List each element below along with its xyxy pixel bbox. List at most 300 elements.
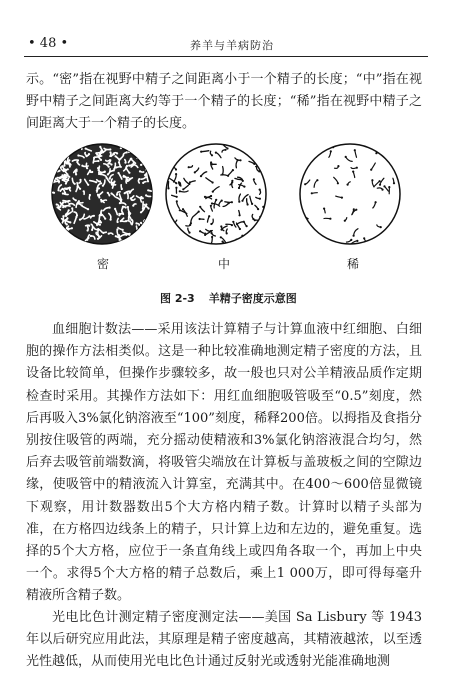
sperm-head bbox=[379, 180, 381, 182]
sperm-head bbox=[71, 227, 73, 229]
sperm-head bbox=[392, 228, 394, 230]
sperm-stroke bbox=[61, 157, 63, 160]
sperm-head bbox=[57, 148, 59, 150]
sperm-head bbox=[54, 218, 56, 220]
sperm-head bbox=[115, 155, 117, 157]
sperm-head bbox=[86, 167, 88, 169]
sperm-head bbox=[140, 211, 142, 213]
sperm-head bbox=[56, 203, 58, 205]
sperm-stroke bbox=[144, 159, 147, 161]
sperm-head bbox=[93, 157, 95, 159]
sperm-head bbox=[379, 184, 381, 186]
sperm-head bbox=[60, 155, 62, 157]
sperm-stroke bbox=[54, 164, 56, 171]
sperm-head bbox=[63, 165, 65, 167]
sperm-head bbox=[262, 206, 264, 208]
sperm-head bbox=[83, 190, 85, 192]
sperm-head bbox=[177, 238, 179, 240]
sperm-head bbox=[238, 201, 240, 203]
sperm-head bbox=[258, 161, 260, 163]
sperm-head bbox=[259, 198, 261, 200]
sperm-head bbox=[393, 182, 395, 184]
sperm-head bbox=[64, 192, 66, 194]
sperm-head bbox=[95, 181, 97, 183]
sperm-stroke bbox=[147, 221, 151, 223]
sperm-head bbox=[147, 180, 149, 182]
sperm-head bbox=[204, 234, 206, 236]
sperm-head bbox=[175, 173, 177, 175]
sperm-stroke bbox=[70, 142, 74, 146]
sperm-head bbox=[204, 196, 206, 198]
sperm-head bbox=[121, 188, 123, 190]
sperm-head bbox=[97, 234, 99, 236]
sperm-head bbox=[89, 170, 91, 172]
sperm-head bbox=[175, 168, 177, 170]
sperm-head bbox=[75, 199, 77, 201]
sperm-stroke bbox=[142, 238, 147, 241]
sperm-head bbox=[113, 181, 115, 183]
sperm-head bbox=[130, 158, 132, 160]
sperm-head bbox=[118, 161, 120, 163]
sperm-head bbox=[220, 225, 222, 227]
sperm-head bbox=[344, 220, 346, 222]
sperm-head bbox=[143, 238, 145, 240]
sperm-head bbox=[375, 201, 377, 203]
sperm-head bbox=[251, 203, 253, 205]
figure-caption bbox=[160, 290, 311, 306]
sperm-head bbox=[87, 208, 89, 210]
sperm-head bbox=[125, 220, 127, 222]
sperm-head bbox=[147, 162, 149, 164]
sperm-stroke bbox=[52, 237, 55, 240]
sperm-head bbox=[304, 183, 306, 185]
sperm-head bbox=[107, 173, 109, 175]
sperm-head bbox=[210, 205, 212, 207]
sperm-head bbox=[108, 233, 110, 235]
sperm-head bbox=[192, 146, 194, 148]
sperm-head bbox=[53, 239, 55, 241]
sperm-head bbox=[67, 168, 69, 170]
sperm-head bbox=[323, 208, 325, 210]
sperm-stroke bbox=[393, 224, 397, 229]
sperm-stroke bbox=[133, 237, 135, 241]
sperm-head bbox=[175, 187, 177, 189]
sperm-head bbox=[63, 233, 65, 235]
sperm-head bbox=[64, 206, 66, 208]
sperm-stroke bbox=[56, 146, 62, 148]
sperm-head bbox=[88, 153, 90, 155]
sperm-head bbox=[68, 203, 70, 205]
sperm-head bbox=[242, 241, 244, 243]
sperm-stroke bbox=[248, 144, 252, 146]
sperm-head bbox=[210, 230, 212, 232]
sperm-head bbox=[97, 160, 99, 162]
sperm-stroke bbox=[257, 226, 260, 227]
sperm-head bbox=[119, 202, 121, 204]
sperm-head bbox=[125, 206, 127, 208]
sperm-head bbox=[69, 221, 71, 223]
sperm-head bbox=[127, 220, 129, 222]
sperm-head bbox=[221, 173, 223, 175]
sperm-head bbox=[394, 163, 396, 165]
sperm-head bbox=[221, 200, 223, 202]
sperm-head bbox=[182, 188, 184, 190]
sperm-head bbox=[120, 220, 122, 222]
sperm-head bbox=[81, 165, 83, 167]
sperm-head bbox=[126, 178, 128, 180]
sperm-head bbox=[175, 159, 177, 161]
sperm-head bbox=[109, 159, 111, 161]
sperm-head bbox=[128, 178, 130, 180]
sperm-head bbox=[388, 186, 390, 188]
paragraph-photometer: 光电比色计测定精子密度测定法——美国 Sa Lisbury 等 1943 年以后研究应用此法，其原理是精子密度越高，其精液越浓，以至透光性越低，从而使用光电比色计通过反射光或透射光能准确地测 bbox=[26, 610, 422, 670]
sperm-head bbox=[178, 149, 180, 151]
sperm-head bbox=[353, 235, 355, 237]
sperm-head bbox=[64, 178, 66, 180]
sperm-head bbox=[102, 185, 104, 187]
sperm-head bbox=[99, 224, 101, 226]
sperm-head bbox=[71, 207, 73, 209]
sperm-stroke bbox=[172, 228, 175, 234]
sperm-head bbox=[210, 223, 212, 225]
sperm-head bbox=[330, 150, 332, 152]
sperm-head bbox=[227, 175, 229, 177]
sperm-head bbox=[188, 232, 190, 234]
sperm-head bbox=[168, 225, 170, 227]
sperm-stroke bbox=[146, 167, 150, 170]
paragraph-hemocytometer: 血细胞计数法——采用该法计算精子与计算血液中红细胞、白细胞的操作方法相类似。这是一种比较准确地测定精子密度的方法，且设备比较简单，但操作步骤较多，故一般也只对公羊精液品质作定期检查时采用。其操作方法如下：用红血细胞吸管吸至“0.5”刻度，然后再吸入3%氯化钠溶液至“100”刻度，稀释200倍。以拇指及食指分别按住吸管的两端，充分摇动使精液和3%氯化钠溶液混合均匀，然后弃去吸管前端数滴，将吸管尖端放在计算板与盖玻板之间的空隙边缘，使吸管中的精液流入计算室，充满其中。在400～600倍显微镜下观察，用计数器数出5个大方格内精子数。计算时以精子头部为准，在方格四边线条上的精子，只计算上边和左边的，避免重复。选择的5个大方格，应位于一条直角线上或四角各取一个，再加上中央一个。求得5个大方格的精子总数后，乘上1 000万，即可得每毫升精液所含精子数。 bbox=[26, 322, 422, 604]
sperm-head bbox=[77, 154, 79, 156]
sperm-head bbox=[62, 202, 64, 204]
sperm-head bbox=[87, 229, 89, 231]
sperm-head bbox=[211, 154, 213, 156]
sperm-head bbox=[60, 229, 62, 231]
sperm-head bbox=[215, 152, 217, 154]
sperm-head bbox=[109, 148, 111, 150]
sperm-head bbox=[179, 184, 181, 186]
sperm-head bbox=[69, 145, 71, 147]
sperm-head bbox=[232, 221, 234, 223]
sperm-head bbox=[128, 165, 130, 167]
sperm-head bbox=[381, 189, 383, 191]
sperm-stroke bbox=[58, 148, 63, 149]
sperm-head bbox=[79, 179, 81, 181]
sperm-head bbox=[355, 209, 357, 211]
sparse-sample-circle bbox=[298, 142, 402, 246]
sperm-head bbox=[68, 159, 70, 161]
sperm-head bbox=[128, 172, 130, 174]
sperm-head bbox=[62, 152, 64, 154]
sperm-head bbox=[144, 174, 146, 176]
sperm-head bbox=[138, 236, 140, 238]
sperm-head bbox=[55, 162, 57, 164]
sperm-head bbox=[145, 194, 147, 196]
sperm-head bbox=[345, 156, 347, 158]
sperm-head bbox=[63, 229, 65, 231]
label-dense: 密 bbox=[96, 257, 109, 271]
sperm-stroke bbox=[179, 150, 183, 156]
sperm-head bbox=[110, 163, 112, 165]
sperm-head bbox=[178, 239, 180, 241]
sperm-head bbox=[58, 170, 60, 172]
sperm-head bbox=[232, 169, 234, 171]
sperm-head bbox=[210, 195, 212, 197]
sperm-stroke bbox=[165, 171, 170, 172]
sperm-head bbox=[146, 227, 148, 229]
sperm-head bbox=[253, 163, 255, 165]
sperm-head bbox=[254, 219, 256, 221]
sperm-head bbox=[62, 192, 64, 194]
sperm-head bbox=[122, 229, 124, 231]
sperm-stroke bbox=[54, 226, 56, 232]
sperm-head bbox=[142, 197, 144, 199]
sperm-head bbox=[262, 159, 264, 161]
sperm-head bbox=[146, 153, 148, 155]
sperm-stroke bbox=[172, 142, 174, 148]
sperm-head bbox=[100, 182, 102, 184]
sperm-head bbox=[167, 187, 169, 189]
sperm-head bbox=[222, 241, 224, 243]
sperm-head bbox=[63, 151, 65, 153]
sperm-head bbox=[99, 220, 101, 222]
sperm-head bbox=[341, 197, 343, 199]
sperm-head bbox=[224, 149, 226, 151]
sperm-head bbox=[182, 208, 184, 210]
sperm-head bbox=[118, 234, 120, 236]
sperm-head bbox=[55, 225, 57, 227]
sperm-stroke bbox=[168, 229, 175, 231]
sperm-head bbox=[56, 206, 58, 208]
sperm-head bbox=[77, 159, 79, 161]
sperm-head bbox=[79, 219, 81, 221]
sperm-head bbox=[132, 240, 134, 242]
sperm-stroke bbox=[50, 219, 55, 221]
sperm-head bbox=[120, 200, 122, 202]
sperm-head bbox=[78, 200, 80, 202]
sperm-head bbox=[212, 181, 214, 183]
figure-number: 图 2-3 bbox=[160, 292, 195, 305]
sperm-head bbox=[110, 192, 112, 194]
label-medium: 中 bbox=[217, 257, 230, 271]
sperm-head bbox=[98, 196, 100, 198]
sperm-head bbox=[129, 192, 131, 194]
sperm-head bbox=[61, 152, 63, 154]
sperm-head bbox=[239, 146, 241, 148]
sperm-stroke bbox=[147, 151, 149, 154]
sperm-head bbox=[208, 215, 210, 217]
sperm-head bbox=[87, 237, 89, 239]
sperm-head bbox=[199, 206, 201, 208]
sperm-head bbox=[101, 210, 103, 212]
sperm-stroke bbox=[147, 227, 153, 228]
sperm-head bbox=[108, 166, 110, 168]
sperm-head bbox=[132, 205, 134, 207]
sperm-head bbox=[241, 178, 243, 180]
medium-sample-circle bbox=[164, 142, 268, 246]
sperm-head bbox=[64, 201, 66, 203]
sperm-head bbox=[174, 228, 176, 230]
sperm-head bbox=[61, 234, 63, 236]
sperm-head bbox=[212, 191, 214, 193]
sperm-head bbox=[144, 145, 146, 147]
sperm-head bbox=[125, 234, 127, 236]
sperm-head bbox=[65, 215, 67, 217]
sperm-head bbox=[68, 209, 70, 211]
sperm-head bbox=[238, 187, 240, 189]
sperm-head bbox=[243, 186, 245, 188]
sperm-head bbox=[215, 199, 217, 201]
sperm-head bbox=[126, 151, 128, 153]
sperm-head bbox=[130, 219, 132, 221]
sperm-head bbox=[189, 181, 191, 183]
sperm-head bbox=[179, 190, 181, 192]
sperm-head bbox=[135, 222, 137, 224]
sperm-stroke bbox=[64, 148, 67, 153]
sperm-stroke bbox=[149, 144, 151, 149]
sperm-head bbox=[79, 188, 81, 190]
sperm-head bbox=[316, 179, 318, 181]
sperm-head bbox=[122, 206, 124, 208]
sperm-head bbox=[200, 151, 202, 153]
sperm-head bbox=[115, 166, 117, 168]
sperm-head bbox=[97, 167, 99, 169]
sperm-head bbox=[79, 145, 81, 147]
sperm-head bbox=[66, 217, 68, 219]
sperm-head bbox=[127, 233, 129, 235]
sperm-head bbox=[146, 222, 148, 224]
sperm-head bbox=[231, 201, 233, 203]
sperm-stroke bbox=[79, 143, 82, 148]
sperm-head bbox=[115, 235, 117, 237]
sperm-head bbox=[55, 220, 57, 222]
sperm-head bbox=[347, 184, 349, 186]
sperm-head bbox=[139, 170, 141, 172]
sperm-head bbox=[257, 208, 259, 210]
sperm-head bbox=[91, 229, 93, 231]
sperm-head bbox=[171, 147, 173, 149]
sperm-head bbox=[65, 233, 67, 235]
figure-title: 羊精子密度示意图 bbox=[208, 292, 297, 305]
sperm-head bbox=[171, 233, 173, 235]
label-sparse: 稀 bbox=[346, 257, 359, 271]
sperm-stroke bbox=[144, 235, 149, 236]
sperm-head bbox=[311, 192, 313, 194]
sperm-head bbox=[142, 208, 144, 210]
sperm-head bbox=[337, 165, 339, 167]
sperm-head bbox=[177, 239, 179, 241]
sperm-stroke bbox=[263, 152, 265, 160]
sperm-head bbox=[68, 228, 70, 230]
sperm-head bbox=[179, 236, 181, 238]
sperm-head bbox=[380, 226, 382, 228]
sperm-stroke bbox=[258, 238, 260, 245]
page-header bbox=[24, 36, 428, 57]
sperm-stroke bbox=[147, 232, 148, 236]
sperm-head bbox=[200, 175, 202, 177]
sperm-head bbox=[55, 165, 57, 167]
sperm-stroke bbox=[298, 173, 303, 174]
sperm-head bbox=[226, 147, 228, 149]
sperm-head bbox=[306, 161, 308, 163]
sperm-head bbox=[81, 204, 83, 206]
sperm-head bbox=[174, 146, 176, 148]
sperm-head bbox=[109, 178, 111, 180]
sperm-head bbox=[114, 208, 116, 210]
sperm-head bbox=[337, 182, 339, 184]
sperm-head bbox=[140, 164, 142, 166]
sperm-head bbox=[99, 153, 101, 155]
intro-paragraph: 示。“密”指在视野中精子之间距离小于一个精子的长度；“中”指在视野中精子之间距离大约等于一个精子的长度；“稀”指在视野中精子之间距离大于一个精子的长度。 bbox=[26, 72, 422, 132]
sperm-head bbox=[102, 232, 104, 234]
sperm-head bbox=[259, 225, 261, 227]
sperm-head bbox=[100, 200, 102, 202]
sperm-head bbox=[124, 192, 126, 194]
sperm-head bbox=[141, 156, 143, 158]
sperm-head bbox=[175, 155, 177, 157]
sperm-head bbox=[239, 228, 241, 230]
sperm-head bbox=[383, 185, 385, 187]
sperm-head bbox=[199, 218, 201, 220]
sperm-head bbox=[104, 171, 106, 173]
sperm-head bbox=[90, 235, 92, 237]
sperm-head bbox=[110, 219, 112, 221]
sperm-head bbox=[211, 202, 213, 204]
sperm-head bbox=[239, 159, 241, 161]
sperm-stroke bbox=[164, 225, 170, 230]
sperm-head bbox=[76, 214, 78, 216]
sperm-head bbox=[231, 224, 233, 226]
sperm-head bbox=[141, 237, 143, 239]
running-title: 养羊与羊病防治 bbox=[190, 39, 274, 52]
sperm-head bbox=[97, 238, 99, 240]
sperm-stroke bbox=[191, 143, 194, 146]
sperm-stroke bbox=[180, 236, 187, 238]
sperm-head bbox=[104, 218, 106, 220]
sperm-head bbox=[176, 196, 178, 198]
sperm-head bbox=[226, 232, 228, 234]
sperm-head bbox=[55, 178, 57, 180]
sperm-stroke bbox=[63, 151, 65, 154]
sperm-stroke bbox=[174, 152, 175, 156]
sperm-head bbox=[350, 239, 352, 241]
sperm-head bbox=[174, 237, 176, 239]
sperm-head bbox=[93, 215, 95, 217]
sperm-head bbox=[135, 148, 137, 150]
sperm-head bbox=[149, 166, 151, 168]
sperm-stroke bbox=[237, 144, 240, 147]
sperm-stroke bbox=[62, 235, 63, 242]
sperm-head bbox=[63, 146, 65, 148]
sperm-head bbox=[370, 169, 372, 171]
sperm-head bbox=[88, 225, 90, 227]
sperm-stroke bbox=[223, 167, 224, 175]
sperm-head bbox=[329, 218, 331, 220]
sperm-head bbox=[74, 183, 76, 185]
sperm-head bbox=[61, 147, 63, 149]
sperm-head bbox=[251, 145, 253, 147]
sperm-stroke bbox=[395, 164, 401, 168]
sperm-head bbox=[179, 209, 181, 211]
sperm-head bbox=[117, 172, 119, 174]
sperm-head bbox=[246, 225, 248, 227]
sperm-head bbox=[147, 189, 149, 191]
sperm-head bbox=[138, 178, 140, 180]
sperm-head bbox=[113, 168, 115, 170]
sperm-head bbox=[85, 148, 87, 150]
sperm-stroke bbox=[164, 221, 169, 227]
sperm-head bbox=[75, 169, 77, 171]
sperm-stroke bbox=[178, 231, 179, 239]
